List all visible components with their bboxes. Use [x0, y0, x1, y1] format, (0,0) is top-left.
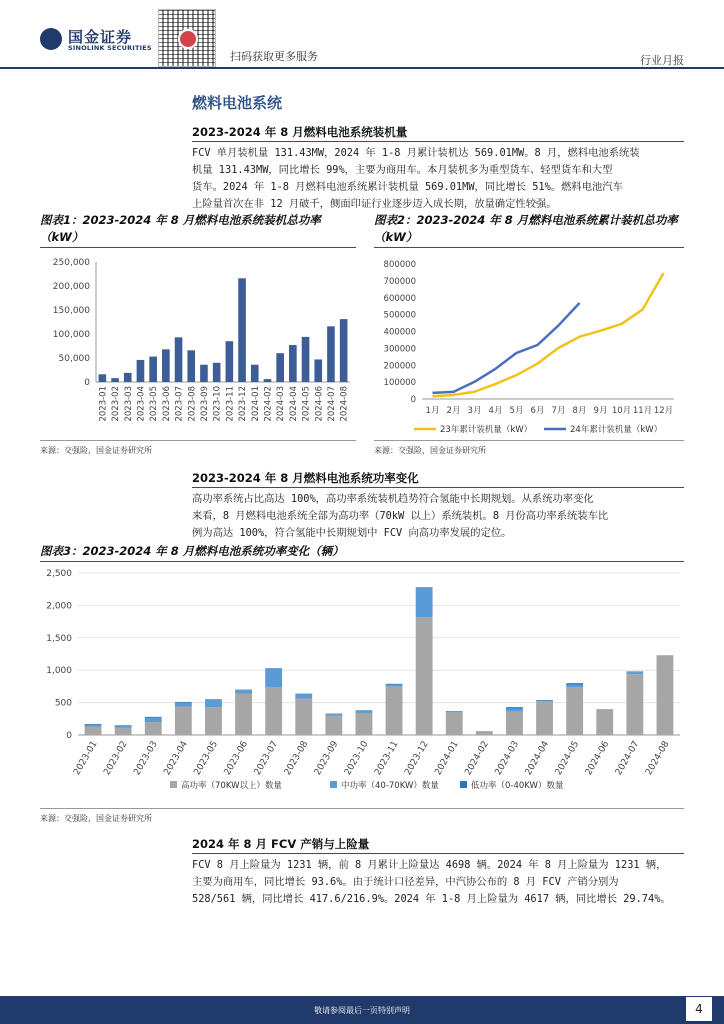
- y-tick-label: 200000: [383, 361, 416, 372]
- y-tick-label: 200,000: [52, 282, 90, 292]
- legend-swatch: [330, 781, 337, 788]
- legend-label: 低功率（0-40KW）数量: [471, 781, 564, 791]
- legend-swatch: [170, 781, 177, 788]
- y-tick-label: 250,000: [52, 258, 90, 268]
- x-tick-label: 12月: [653, 406, 674, 416]
- block3-heading: 2024 年 8 月 FCV 产销与上险量: [192, 837, 370, 851]
- figure1-title-line1: 图表1：2023-2024 年 8 月燃料电池系统装机总功率: [40, 213, 321, 227]
- x-tick-label: 5月: [509, 406, 524, 416]
- x-tick-label: 2023-01: [72, 739, 100, 778]
- stacked-bar-segment: [145, 718, 162, 723]
- x-tick-label: 2024-03: [493, 739, 522, 778]
- bar: [314, 359, 322, 382]
- bar: [276, 353, 284, 382]
- x-tick-label: 2024-02: [463, 739, 491, 778]
- qr-center-logo-icon: [178, 29, 198, 49]
- x-tick-label: 2024-06: [583, 739, 612, 778]
- x-tick-label: 2023-01: [98, 386, 109, 422]
- stacked-bar-segment: [325, 714, 342, 715]
- stacked-bar-segment: [295, 699, 312, 735]
- stacked-bar-segment: [235, 690, 252, 691]
- y-tick-label: 1,000: [46, 666, 72, 677]
- stacked-bar-segment: [145, 717, 162, 718]
- block3-paragraph: [192, 857, 692, 908]
- stacked-bar-segment: [536, 700, 553, 701]
- block1-paragraph: [192, 145, 692, 213]
- y-tick-label: 100000: [383, 378, 416, 389]
- stacked-bar-segment: [175, 702, 192, 703]
- block2-line: 例为高达 100%，符合氢能中长期规划中 FCV 向高功率发展的定位。: [192, 527, 512, 539]
- stacked-bar-segment: [175, 703, 192, 707]
- x-tick-label: 2023-12: [238, 386, 249, 422]
- x-tick-label: 2024-07: [326, 386, 337, 422]
- x-tick-label: 2023-12: [403, 739, 431, 778]
- legend-swatch: [460, 781, 467, 788]
- x-tick-label: 2023-10: [212, 386, 223, 422]
- x-tick-label: 2023-02: [111, 386, 122, 422]
- stacked-bar-segment: [205, 707, 222, 735]
- stacked-bar-segment: [85, 727, 102, 735]
- x-tick-label: 2024-08: [644, 739, 672, 778]
- x-tick-label: 2023-07: [174, 386, 185, 422]
- x-tick-label: 2024-02: [263, 386, 274, 422]
- x-tick-label: 11月: [632, 406, 653, 416]
- section-title: 燃料电池系统: [192, 94, 283, 112]
- stacked-bar-segment: [626, 672, 643, 674]
- stacked-bar-segment: [175, 706, 192, 735]
- y-tick-label: 100,000: [52, 330, 90, 340]
- x-tick-label: 2024-08: [339, 386, 350, 422]
- block1-line: 上险量首次在非 12 月破千，侧面印证行业逐步迈入成长期，放量确定性较强。: [192, 198, 557, 210]
- bar: [251, 365, 259, 382]
- stacked-bar-segment: [205, 699, 222, 700]
- x-tick-label: 10月: [611, 406, 632, 416]
- footer-disclaimer: 敬请参阅最后一页特别声明: [314, 1006, 410, 1015]
- figure1-bottom-rule: [40, 440, 356, 441]
- figure3-title: 图表3：2023-2024 年 8 月燃料电池系统功率变化（辆）: [40, 544, 344, 558]
- block2-heading: 2023-2024 年 8 月燃料电池系统功率变化: [192, 471, 419, 485]
- stacked-bar-segment: [476, 731, 493, 735]
- x-tick-label: 2023-07: [252, 739, 281, 778]
- x-tick-label: 2024-05: [553, 739, 582, 778]
- bar: [327, 326, 335, 382]
- figure3-bottom-rule: [40, 808, 684, 809]
- company-logo-icon: [40, 28, 62, 50]
- x-tick-label: 9月: [593, 406, 608, 416]
- legend-label: 23年累计装机量（kW）: [440, 425, 533, 435]
- figure2-bottom-rule: [374, 440, 684, 441]
- x-tick-label: 2024-01: [250, 386, 261, 422]
- x-tick-label: 2024-04: [288, 386, 299, 422]
- block3-line: 528/561 辆，同比增长 417.6/216.9%。2024 年 1-8 月上险量为 4617 辆，同比增长 29.74%。: [192, 893, 671, 905]
- y-tick-label: 400000: [383, 327, 416, 338]
- x-tick-label: 6月: [530, 406, 545, 416]
- stacked-bar-segment: [235, 694, 252, 735]
- report-type: 行业月报: [640, 54, 684, 67]
- figure1-rule: [40, 247, 356, 248]
- x-tick-label: 2024-06: [314, 386, 325, 422]
- stacked-bar-segment: [566, 683, 583, 684]
- stacked-bar-segment: [295, 694, 312, 699]
- bar: [264, 379, 272, 382]
- qr-caption: 扫码获取更多服务: [230, 50, 318, 63]
- y-tick-label: 600000: [383, 293, 416, 304]
- figure3-source: 来源：交强险，国金证券研究所: [40, 814, 152, 823]
- block3-rule: [192, 853, 684, 854]
- figure1-source: 来源：交强险，国金证券研究所: [40, 446, 152, 455]
- x-tick-label: 4月: [488, 406, 503, 416]
- stacked-bar-segment: [325, 716, 342, 735]
- stacked-bar-segment: [536, 701, 553, 735]
- bar: [289, 345, 297, 382]
- block2-rule: [192, 487, 684, 488]
- figure1-title-line2: （kW）: [40, 230, 84, 244]
- stacked-bar-segment: [446, 712, 463, 735]
- y-tick-label: 0: [410, 395, 416, 405]
- stacked-bar-segment: [386, 684, 403, 685]
- x-tick-label: 2023-06: [161, 386, 172, 422]
- x-tick-label: 3月: [467, 406, 482, 416]
- x-tick-label: 8月: [572, 406, 587, 416]
- bar: [111, 378, 119, 382]
- stacked-bar-segment: [446, 711, 463, 712]
- y-tick-label: 700000: [383, 276, 416, 287]
- x-tick-label: 2023-03: [132, 739, 160, 778]
- header-divider: [0, 67, 724, 69]
- x-tick-label: 2023-03: [123, 386, 134, 422]
- stacked-bar-segment: [626, 674, 643, 735]
- stacked-bar-segment: [265, 687, 282, 735]
- block2-line: 来看，8 月燃料电池系统全部为高功率（70kW 以上）系统装机。8 月份高功率系统装车比: [192, 510, 609, 522]
- block3-line: FCV 8 月上险量为 1231 辆，前 8 月累计上险量达 4698 辆。2024 年 8 月上险量为 1231 辆，: [192, 859, 667, 871]
- stacked-bar-segment: [657, 655, 674, 735]
- x-tick-label: 2023-11: [373, 739, 401, 778]
- x-tick-label: 2023-08: [187, 386, 198, 422]
- chart2-cumulative-power: [374, 252, 684, 437]
- stacked-bar-segment: [626, 671, 643, 672]
- y-tick-label: 150,000: [52, 306, 90, 316]
- bar: [175, 337, 183, 382]
- stacked-bar-segment: [536, 701, 553, 702]
- stacked-bar-segment: [386, 684, 403, 686]
- block3-line: 主要为商用车，同比增长 93.6%。由于统计口径差异，中汽协公布的 8 月 FCV 产销分别为: [192, 876, 619, 888]
- x-tick-label: 2023-10: [343, 739, 371, 778]
- x-tick-label: 2023-05: [149, 386, 160, 422]
- y-tick-label: 0: [66, 731, 72, 741]
- stacked-bar-segment: [265, 668, 282, 669]
- stacked-bar-segment: [506, 708, 523, 711]
- x-tick-label: 2月: [446, 406, 461, 416]
- stacked-bar-segment: [235, 690, 252, 693]
- stacked-bar-segment: [115, 725, 132, 726]
- legend-label: 中功率（40-70KW）数量: [341, 781, 439, 791]
- figure2-title: [374, 212, 704, 246]
- y-tick-label: 50,000: [58, 354, 90, 364]
- x-tick-label: 2023-11: [225, 386, 236, 422]
- x-tick-label: 2024-05: [301, 386, 312, 422]
- figure1-title: [40, 212, 360, 246]
- block1-rule: [192, 141, 684, 142]
- figure2-source: 来源：交强险，国金证券研究所: [374, 446, 486, 455]
- stacked-bar-segment: [325, 714, 342, 715]
- x-tick-label: 2023-04: [136, 386, 147, 422]
- bar: [124, 373, 132, 382]
- page-number: 4: [686, 997, 712, 1021]
- bar: [149, 357, 157, 382]
- stacked-bar-segment: [356, 713, 373, 735]
- stacked-bar-segment: [416, 588, 433, 617]
- x-tick-label: 2024-03: [276, 386, 287, 422]
- stacked-bar-segment: [85, 724, 102, 725]
- stacked-bar-segment: [356, 711, 373, 713]
- stacked-bar-segment: [416, 617, 433, 735]
- stacked-bar-segment: [205, 700, 222, 707]
- legend-label: 24年累计装机量（kW）: [570, 425, 663, 435]
- stacked-bar-segment: [356, 710, 373, 711]
- chart1-installed-power: [40, 252, 356, 437]
- bar: [213, 363, 221, 382]
- stacked-bar-segment: [506, 712, 523, 735]
- x-tick-label: 2023-04: [162, 739, 190, 778]
- y-tick-label: 1,500: [46, 633, 72, 644]
- x-tick-label: 2023-09: [312, 739, 341, 778]
- x-tick-label: 2024-01: [433, 739, 461, 778]
- x-tick-label: 2024-07: [613, 739, 642, 778]
- stacked-bar-segment: [566, 687, 583, 735]
- x-tick-label: 2023-09: [199, 386, 210, 422]
- stacked-bar-segment: [145, 722, 162, 735]
- bar: [137, 360, 145, 382]
- x-tick-label: 2024-04: [523, 739, 552, 778]
- stacked-bar-segment: [265, 669, 282, 687]
- y-tick-label: 2,000: [46, 601, 72, 612]
- company-name-en: SINOLINK SECURITIES: [68, 44, 152, 52]
- company-name-cn: 国金证券: [68, 28, 133, 46]
- figure2-rule: [374, 247, 684, 248]
- y-tick-label: 300000: [383, 344, 416, 355]
- block2-paragraph: [192, 491, 692, 542]
- block1-line: 货车。2024 年 1-8 月燃料电池系统累计装机量 569.01MW，同比增长 51%。燃料电池汽车: [192, 181, 623, 193]
- y-tick-label: 500000: [383, 310, 416, 321]
- block1-line: FCV 单月装机量 131.43MW，2024 年 1-8 月累计装机达 569.01MW。8 月，燃料电池系统装: [192, 147, 640, 159]
- figure2-title-line1: 图表2：2023-2024 年 8 月燃料电池系统累计装机总功率: [374, 213, 678, 227]
- figure3-rule: [40, 561, 684, 562]
- stacked-bar-segment: [386, 686, 403, 735]
- x-tick-label: 1月: [425, 406, 440, 416]
- stacked-bar-segment: [115, 728, 132, 735]
- x-tick-label: 7月: [551, 406, 566, 416]
- bar: [200, 365, 208, 382]
- stacked-bar-segment: [596, 709, 613, 735]
- y-tick-label: 500: [54, 698, 72, 709]
- stacked-bar-segment: [115, 726, 132, 728]
- x-tick-label: 2023-06: [222, 739, 251, 778]
- y-tick-label: 0: [84, 378, 90, 388]
- stacked-bar-segment: [506, 707, 523, 708]
- block1-heading: 2023-2024 年 8 月燃料电池系统装机量: [192, 125, 408, 139]
- figure2-title-line2: （kW）: [374, 230, 418, 244]
- y-tick-label: 2,500: [46, 569, 72, 579]
- bar: [187, 350, 195, 382]
- y-tick-label: 800000: [383, 260, 416, 270]
- x-tick-label: 2023-08: [282, 739, 311, 778]
- chart3-power-distribution: [40, 563, 684, 805]
- bar: [238, 278, 246, 382]
- bar: [99, 374, 107, 382]
- block1-line: 机量 131.43MW，同比增长 99%，主要为商用车。本月装机多为重型货车、轻型货车和大型: [192, 164, 613, 176]
- bar: [162, 349, 170, 382]
- stacked-bar-segment: [85, 725, 102, 727]
- legend-label: 高功率（70KW以上）数量: [181, 781, 282, 791]
- bar: [226, 341, 234, 382]
- stacked-bar-segment: [416, 587, 433, 588]
- block2-line: 高功率系统占比高达 100%，高功率系统装机趋势符合氢能中长期规划。从系统功率变化: [192, 493, 594, 505]
- bar: [302, 337, 310, 382]
- x-tick-label: 2023-05: [192, 739, 221, 778]
- bar: [340, 319, 348, 382]
- x-tick-label: 2023-02: [102, 739, 130, 778]
- stacked-bar-segment: [566, 684, 583, 687]
